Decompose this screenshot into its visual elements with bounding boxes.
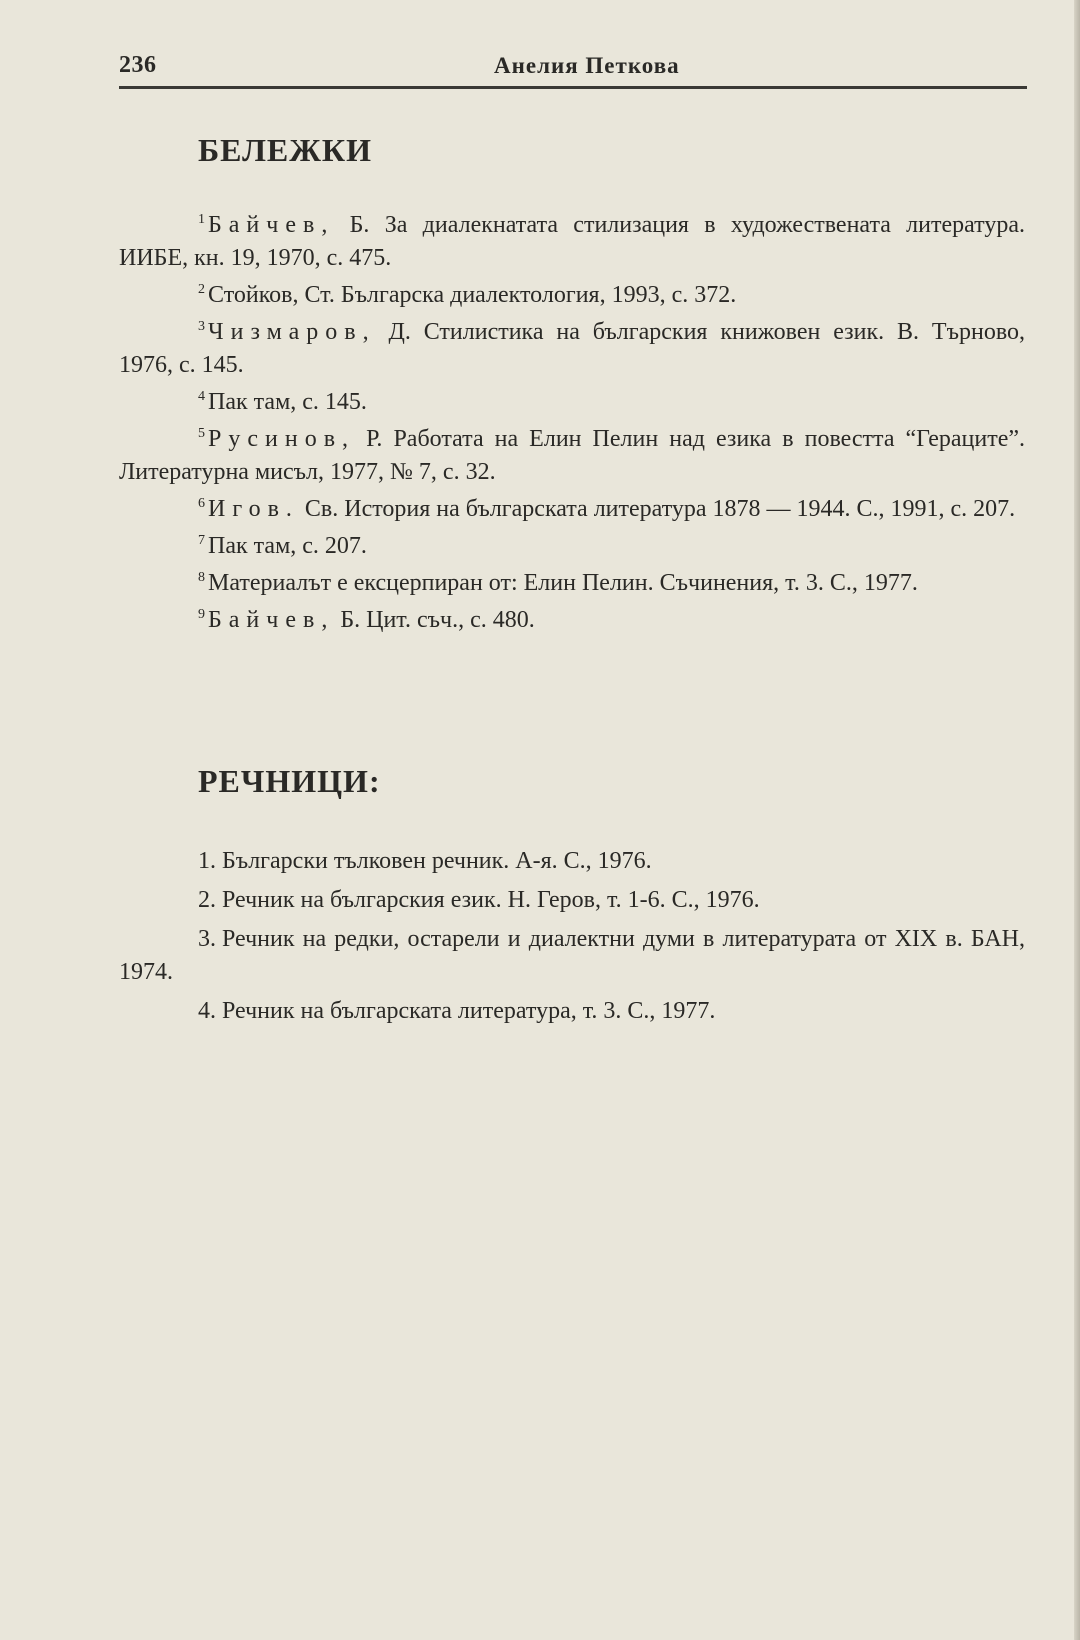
note-text: Б. За диалекнатата стилизация в художествената литература. ИИБЕ, кн. 19, 1970, с. 475. — [119, 212, 1025, 271]
note-number: 6 — [198, 496, 205, 511]
note-number: 7 — [198, 533, 205, 548]
note-text: Д. Стилистика на българския книжовен език. В. Търново, 1976, с. 145. — [119, 319, 1025, 378]
note-number: 3 — [198, 319, 205, 334]
note-item — [119, 423, 1025, 489]
note-item — [119, 316, 1025, 382]
dictionary-item — [119, 995, 1025, 1028]
note-number: 8 — [198, 570, 205, 585]
note-number: 9 — [198, 607, 205, 622]
note-author: Чизмаров, — [208, 319, 376, 345]
dictionary-text: Речник на българската литература, т. 3. С., 1977. — [222, 998, 716, 1024]
note-item — [119, 209, 1025, 275]
note-item — [119, 530, 1025, 563]
note-item — [119, 386, 1025, 419]
note-text: Св. История на българската литература 1878 — 1944. С., 1991, с. 207. — [298, 496, 1016, 522]
notes-heading: БЕЛЕЖКИ — [198, 132, 372, 168]
note-text: Б. Цит. съч., с. 480. — [334, 607, 535, 633]
note-item — [119, 493, 1025, 526]
dictionaries-list — [119, 845, 1025, 1034]
note-text: Р. Работата на Елин Пелин над езика в повестта “Гераците”. Литературна мисъл, 1977, № 7, с. 32. — [119, 426, 1025, 485]
notes-list — [119, 209, 1025, 641]
page-header — [119, 52, 1027, 89]
running-title: Анелия Петкова — [494, 53, 680, 78]
dictionary-number: 1. — [198, 848, 216, 874]
note-author: Русинов, — [208, 426, 356, 452]
dictionary-number: 4. — [198, 998, 216, 1024]
note-item — [119, 279, 1025, 312]
note-text: Стойков, Ст. Българска диалектология, 1993, с. 372. — [208, 282, 737, 308]
note-number: 4 — [198, 389, 205, 404]
note-text: Пак там, с. 145. — [208, 389, 367, 415]
dictionary-item — [119, 884, 1025, 917]
page-edge — [1074, 0, 1080, 1640]
dictionary-number: 2. — [198, 887, 216, 913]
note-number: 5 — [198, 426, 205, 441]
note-item — [119, 567, 1025, 600]
note-author: Байчев, — [208, 212, 335, 238]
note-author: Игов. — [208, 496, 299, 522]
dictionary-text: Речник на редки, остарели и диалектни думи в литературата от XIX в. БАН, 1974. — [119, 926, 1025, 985]
note-text: Пак там, с. 207. — [208, 533, 367, 559]
note-item — [119, 604, 1025, 637]
dictionary-item — [119, 845, 1025, 878]
page-number: 236 — [119, 52, 157, 78]
note-number: 2 — [198, 282, 205, 297]
dictionary-number: 3. — [198, 926, 216, 952]
dictionary-text: Български тълковен речник. А-я. С., 1976. — [222, 848, 652, 874]
dictionary-item — [119, 923, 1025, 989]
note-author: Байчев, — [208, 607, 335, 633]
dictionary-text: Речник на българския език. Н. Геров, т. 1-6. С., 1976. — [222, 887, 760, 913]
dictionaries-heading: РЕЧНИЦИ: — [198, 763, 381, 799]
note-number: 1 — [198, 212, 205, 227]
note-text: Материалът е ексцерпиран от: Елин Пелин. Съчинения, т. 3. С., 1977. — [208, 570, 918, 596]
